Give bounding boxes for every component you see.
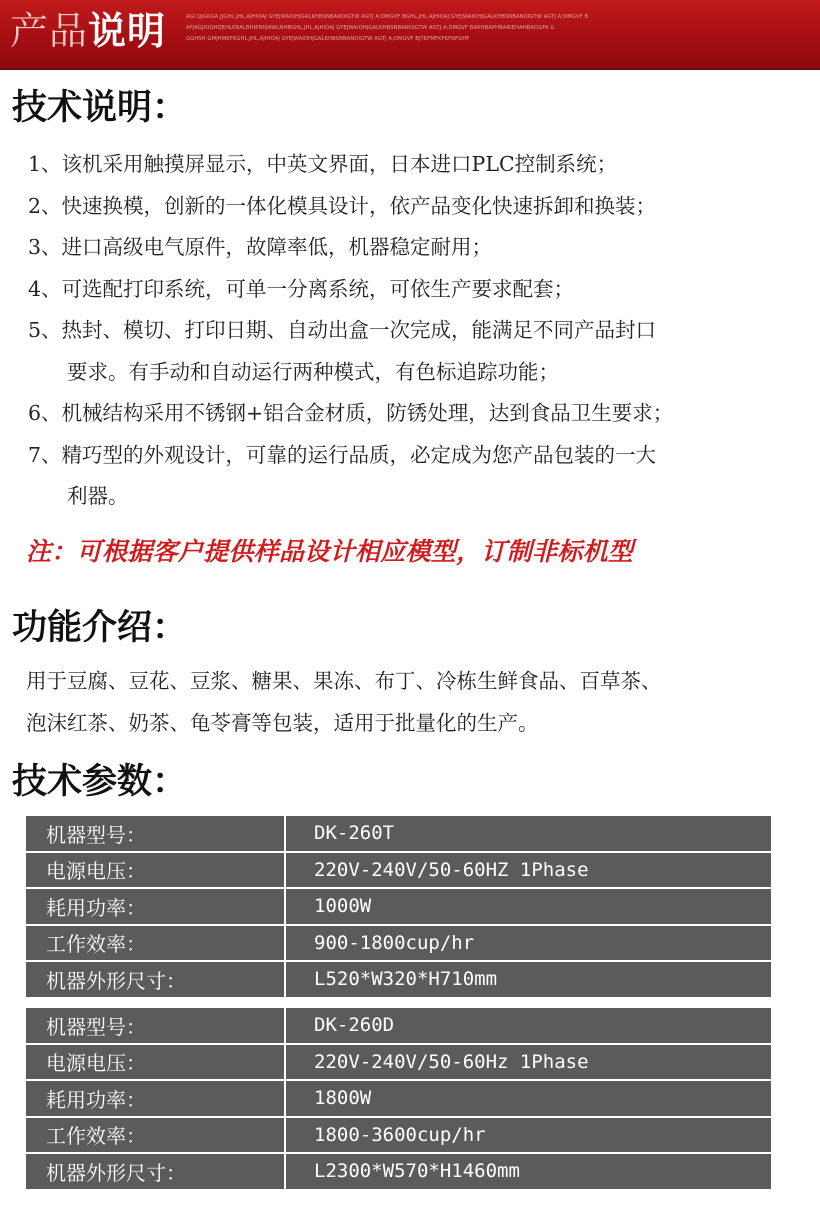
banner-filler-line: GGHSH GMJHMKFKGHL,JHL,AJHIOAJ GYEJWAIOHJGALKHBSNBANOIGTW AGTJ A;DMGVF BJYKFMFKFKFNFGHF: [186, 36, 470, 42]
spec-value: DK-260D: [285, 1008, 771, 1044]
spec-row: [26, 1080, 771, 1117]
spec-value: 900-1800cup/hr: [285, 925, 771, 962]
tech-item: [28, 269, 808, 311]
tech-item: [28, 144, 808, 186]
params-heading: 技术参数：: [12, 762, 188, 802]
spec-row: [26, 961, 771, 997]
spec-row: [26, 816, 771, 852]
tech-item: [28, 186, 808, 228]
banner-decorative-text: [186, 12, 626, 48]
banner-title-light: 产品: [10, 9, 89, 53]
tech-item-text: 6、机械结构采用不锈钢+铝合金材质，防锈处理，达到食品卫生要求；: [28, 401, 674, 425]
spec-label: 机器外形尺寸：: [26, 961, 285, 997]
tech-item-text: 7、精巧型的外观设计，可靠的运行品质，必定成为您产品包装的一大: [28, 442, 657, 467]
spec-label: 电源电压：: [26, 852, 285, 889]
spec-label: 耗用功率：: [26, 1080, 285, 1117]
tech-item-text: 2、快速换模，创新的一体化模具设计，依产品变化快速拆卸和换装；: [28, 193, 657, 218]
spec-value: 1000W: [285, 888, 771, 925]
spec-label: 机器型号：: [26, 816, 285, 852]
tech-item: [28, 393, 808, 435]
spec-row: [26, 1117, 771, 1154]
spec-row: [26, 1008, 771, 1044]
spec-value: L2300*W570*H1460mm: [314, 1160, 520, 1183]
spec-label: 耗用功率：: [26, 888, 285, 925]
tech-item: [28, 227, 808, 269]
header-banner: [0, 0, 820, 70]
spec-label: 工作效率：: [26, 1117, 285, 1154]
tech-item-continuation: 利器。: [67, 484, 129, 508]
spec-table-dk260t: [26, 816, 771, 997]
spec-row: [26, 1153, 771, 1189]
spec-value: DK-260T: [285, 816, 771, 852]
spec-label: 机器外形尺寸：: [26, 1153, 285, 1189]
tech-list: [28, 144, 808, 518]
spec-value: 220V-240V/50-60HZ 1Phase: [285, 852, 771, 889]
tech-item-continuation: 要求。有手动和自动运行两种模式，有色标追踪功能；: [67, 359, 559, 384]
spec-value: L520*W320*H710mm: [314, 968, 498, 991]
tech-item: [28, 435, 808, 518]
banner-filler-line: AGI QJGKGA JJGHL,JHL,AJHIOAJ GYEJWAIOHJGALKHBSNBANOIGTW AGTJ A;DMGVF BGHL,JHL,AJHIOAJ GYEJWAIOHJGALKHBSNBANOIGTW AGTJ A;DMGVF B: [186, 14, 589, 20]
tech-item-text: 5、热封、模切、打印日期、自动出盒一次完成，能满足不同产品封口: [28, 318, 657, 342]
spec-row: [26, 852, 771, 889]
spec-value: 1800W: [285, 1080, 771, 1117]
spec-label: 电源电压：: [26, 1044, 285, 1081]
spec-table-dk260d: [26, 1008, 771, 1189]
spec-value: 220V-240V/50-60Hz 1Phase: [285, 1044, 771, 1081]
spec-row: [26, 1044, 771, 1081]
banner-title: [10, 6, 166, 56]
spec-value: 1800-3600cup/hr: [285, 1117, 771, 1154]
tech-item-text: 3、进口高级电气原件，故障率低，机器稳定耐用；: [28, 235, 493, 259]
banner-title-bold: 说明: [88, 9, 167, 53]
tech-item: [28, 310, 808, 393]
tech-heading: 技术说明：: [12, 88, 188, 128]
custom-note: 注：可根据客户提供样品设计相应模型，订制非标机型: [26, 537, 634, 566]
spec-row: [26, 925, 771, 962]
function-line: 用于豆腐、豆花、豆浆、糖果、果冻、布丁、冷栋生鲜食品、百草茶、: [26, 669, 662, 693]
spec-label: 工作效率：: [26, 925, 285, 962]
banner-filler-line: AFJAGJIOQHQEHLKBALBHIERHJAWLNHBGHL,JHL,AJHIOAJ GYEJWAIOHJGALKHBSNBANOIGTW AGTJ A;DMGVF BAKHBAPHBARIEHAHBAOGFA G: [186, 25, 555, 31]
spec-row: [26, 888, 771, 925]
tech-item-text: 4、可选配打印系统，可单一分离系统，可依生产要求配套；: [28, 276, 575, 301]
function-description: [26, 660, 816, 744]
function-heading: 功能介绍：: [12, 608, 188, 648]
spec-label: 机器型号：: [26, 1008, 285, 1044]
tech-item-text: 1、该机采用触摸屏显示，中英文界面，日本进口PLC控制系统；: [28, 152, 618, 176]
function-line: 泡沫红茶、奶茶、龟苓膏等包装，适用于批量化的生产。: [26, 711, 539, 735]
